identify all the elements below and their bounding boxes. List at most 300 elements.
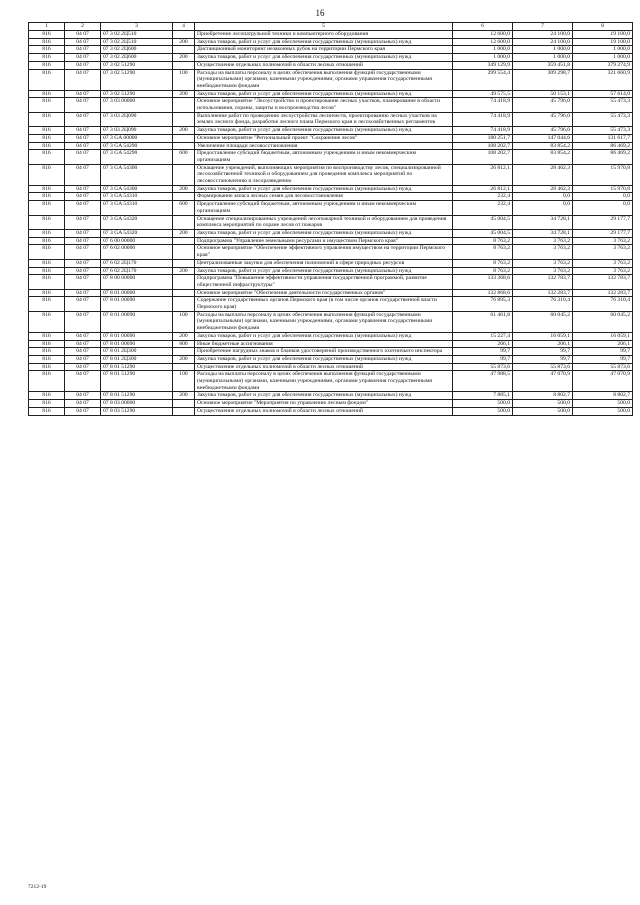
admin-code-cell: 816 (29, 392, 65, 400)
amount-year2-cell: 359 451,8 (513, 61, 573, 69)
admin-code-cell: 816 (29, 90, 65, 98)
amount-year2-cell: 132 783,7 (513, 275, 573, 289)
section-code-cell: 04 07 (65, 348, 101, 356)
target-article-cell: 07 8 01 00090 (101, 340, 173, 348)
table-row (29, 392, 633, 400)
expense-type-cell (173, 193, 195, 201)
section-code-cell: 04 07 (65, 363, 101, 371)
admin-code-cell: 816 (29, 112, 65, 126)
amount-year3-cell: 99,7 (573, 355, 633, 363)
description-cell: Основное мероприятие "Мероприятия по управлению лесным фондом" (195, 400, 453, 408)
admin-code-cell: 816 (29, 340, 65, 348)
section-code-cell: 04 07 (65, 142, 101, 150)
target-article-cell: 07 3 GA 54290 (101, 142, 173, 150)
expense-type-cell (173, 215, 195, 229)
target-article-cell: 07 3 GA 54310 (101, 201, 173, 215)
table-row (29, 340, 633, 348)
amount-year3-cell: 132 283,7 (573, 289, 633, 297)
amount-year1-cell: 8 763,2 (453, 237, 513, 245)
table-row (29, 259, 633, 267)
target-article-cell: 07 8 01 51290 (101, 371, 173, 392)
expense-type-cell: 600 (173, 150, 195, 164)
description-cell: Увеличение площади лесовосстановления (195, 142, 453, 150)
admin-code-cell: 816 (29, 69, 65, 90)
admin-code-cell: 816 (29, 371, 65, 392)
budget-table (28, 22, 633, 416)
section-code-cell: 04 07 (65, 297, 101, 311)
target-article-cell: 07 3 02 51290 (101, 61, 173, 69)
section-code-cell: 04 07 (65, 127, 101, 135)
amount-year2-cell: 24 100,0 (513, 38, 573, 46)
admin-code-cell: 816 (29, 127, 65, 135)
expense-type-cell: 800 (173, 340, 195, 348)
admin-code-cell: 816 (29, 215, 65, 229)
description-cell: Оснащение специализированных учреждений лесопожарной техникой и оборудованием для проведения комплекса мероприятий по охране лесов от пожаров (195, 215, 453, 229)
target-article-cell: 07 6 02 2Ц170 (101, 259, 173, 267)
amount-year3-cell: 0,0 (573, 201, 633, 215)
column-header-8: 8 (573, 23, 633, 31)
admin-code-cell: 816 (29, 348, 65, 356)
table-row (29, 371, 633, 392)
table-row (29, 98, 633, 112)
section-code-cell: 04 07 (65, 340, 101, 348)
admin-code-cell: 816 (29, 259, 65, 267)
target-article-cell: 07 3 02 2Ц600 (101, 46, 173, 54)
target-article-cell: 07 8 03 00000 (101, 400, 173, 408)
table-row (29, 311, 633, 332)
description-cell: Закупка товаров, работ и услуг для обеспечения государственных (муниципальных) нужд (195, 127, 453, 135)
section-code-cell: 04 07 (65, 355, 101, 363)
amount-year2-cell: 1 000,0 (513, 54, 573, 62)
expense-type-cell (173, 259, 195, 267)
description-cell: Осуществление отдельных полномочий в области лесных отношений (195, 363, 453, 371)
table-row (29, 38, 633, 46)
section-code-cell: 04 07 (65, 31, 101, 39)
table-row (29, 46, 633, 54)
amount-year3-cell: 3 763,2 (573, 237, 633, 245)
target-article-cell: 07 8 01 2Ц300 (101, 348, 173, 356)
target-article-cell: 07 3 02 51290 (101, 69, 173, 90)
amount-year2-cell: 83 854,2 (513, 142, 573, 150)
description-cell: Иные бюджетные ассигнования (195, 340, 453, 348)
target-article-cell: 07 3 02 2Ц600 (101, 54, 173, 62)
admin-code-cell: 816 (29, 400, 65, 408)
target-article-cell: 07 3 GA 54320 (101, 215, 173, 229)
expense-type-cell: 200 (173, 355, 195, 363)
description-cell: Формирование запаса лесных семян для лесовосстановления (195, 193, 453, 201)
description-cell: Осуществление отдельных полномочий в области лесных отношений (195, 407, 453, 415)
amount-year1-cell: 132 868,6 (453, 289, 513, 297)
admin-code-cell: 816 (29, 46, 65, 54)
amount-year1-cell: 8 763,2 (453, 267, 513, 275)
section-code-cell: 04 07 (65, 38, 101, 46)
description-cell: Централизованные закупки для обеспечения полномочий в сфере природных ресурсов (195, 259, 453, 267)
amount-year1-cell: 74 418,9 (453, 127, 513, 135)
amount-year3-cell: 29 177,7 (573, 215, 633, 229)
description-cell: Закупка товаров, работ и услуг для обеспечения государственных (муниципальных) нужд (195, 38, 453, 46)
admin-code-cell: 816 (29, 38, 65, 46)
admin-code-cell: 816 (29, 363, 65, 371)
amount-year3-cell: 55 473,3 (573, 112, 633, 126)
admin-code-cell: 816 (29, 193, 65, 201)
target-article-cell: 07 3 03 2Ц090 (101, 112, 173, 126)
description-cell: Предоставление субсидий бюджетным, автономным учреждениям и иным некоммерческим организациям (195, 150, 453, 164)
description-cell: Закупка товаров, работ и услуг для обеспечения государственных (муниципальных) нужд (195, 229, 453, 237)
amount-year3-cell: 55 473,3 (573, 98, 633, 112)
expense-type-cell (173, 275, 195, 289)
expense-type-cell (173, 245, 195, 259)
amount-year1-cell: 26 812,1 (453, 185, 513, 193)
amount-year1-cell: 74 418,9 (453, 112, 513, 126)
admin-code-cell: 816 (29, 332, 65, 340)
amount-year3-cell: 3 763,2 (573, 259, 633, 267)
section-code-cell: 04 07 (65, 54, 101, 62)
amount-year3-cell: 19 100,0 (573, 38, 633, 46)
section-code-cell: 04 07 (65, 112, 101, 126)
admin-code-cell: 816 (29, 134, 65, 142)
target-article-cell: 07 3 03 2Ц090 (101, 127, 173, 135)
expense-type-cell (173, 164, 195, 185)
admin-code-cell: 816 (29, 289, 65, 297)
amount-year2-cell: 3 763,2 (513, 267, 573, 275)
table-row (29, 134, 633, 142)
section-code-cell: 04 07 (65, 289, 101, 297)
amount-year2-cell: 76 310,4 (513, 297, 573, 311)
amount-year3-cell: 321 660,9 (573, 69, 633, 90)
table-row (29, 215, 633, 229)
expense-type-cell: 600 (173, 201, 195, 215)
expense-type-cell (173, 31, 195, 39)
table-header-row (29, 23, 633, 31)
amount-year1-cell: 99,7 (453, 348, 513, 356)
amount-year3-cell: 379 274,9 (573, 61, 633, 69)
amount-year2-cell: 99,7 (513, 348, 573, 356)
target-article-cell: 07 3 02 2Ц510 (101, 38, 173, 46)
target-article-cell: 07 3 02 51290 (101, 90, 173, 98)
amount-year2-cell: 500,0 (513, 407, 573, 415)
expense-type-cell (173, 363, 195, 371)
target-article-cell: 07 8 01 51290 (101, 363, 173, 371)
expense-type-cell: 100 (173, 311, 195, 332)
amount-year3-cell: 19 100,0 (573, 31, 633, 39)
expense-type-cell: 200 (173, 185, 195, 193)
amount-year3-cell: 86 469,2 (573, 150, 633, 164)
column-header-3: 3 (101, 23, 173, 31)
amount-year3-cell: 55 473,3 (573, 127, 633, 135)
expense-type-cell: 200 (173, 392, 195, 400)
description-cell: Закупка товаров, работ и услуг для обеспечения государственных (муниципальных) нужд (195, 185, 453, 193)
amount-year1-cell: 12 600,0 (453, 38, 513, 46)
amount-year1-cell: 15 227,4 (453, 332, 513, 340)
amount-year3-cell: 47 070,9 (573, 371, 633, 392)
table-row (29, 164, 633, 185)
table-row (29, 201, 633, 215)
admin-code-cell: 816 (29, 142, 65, 150)
description-cell: Основное мероприятие "Обеспечение деятельности государственных органов" (195, 289, 453, 297)
amount-year3-cell: 8 802,7 (573, 392, 633, 400)
amount-year3-cell: 206,1 (573, 340, 633, 348)
admin-code-cell: 816 (29, 407, 65, 415)
expense-type-cell (173, 289, 195, 297)
description-cell: Подпрограмма "Повышение эффективности управления государственной программой, развитие общественной инфраструктуры" (195, 275, 453, 289)
amount-year2-cell: 500,0 (513, 400, 573, 408)
amount-year2-cell: 132 283,7 (513, 289, 573, 297)
amount-year3-cell: 3 763,2 (573, 267, 633, 275)
target-article-cell: 07 8 03 51290 (101, 407, 173, 415)
expense-type-cell (173, 297, 195, 311)
admin-code-cell: 816 (29, 229, 65, 237)
description-cell: Расходы на выплаты персоналу в целях обеспечения выполнения функций государственными (муниципальными) органами, казенными учреждениями, органами управления государственными внебюджетными фондами (195, 311, 453, 332)
expense-type-cell: 200 (173, 229, 195, 237)
table-row (29, 54, 633, 62)
description-cell: Основное мероприятие "Региональный проект "Сохранение лесов" (195, 134, 453, 142)
amount-year2-cell: 16 059,1 (513, 332, 573, 340)
amount-year2-cell: 147 044,6 (513, 134, 573, 142)
amount-year3-cell: 15 970,8 (573, 185, 633, 193)
amount-year1-cell: 45 004,5 (453, 215, 513, 229)
expense-type-cell (173, 142, 195, 150)
amount-year1-cell: 74 418,9 (453, 98, 513, 112)
amount-year2-cell: 45 796,0 (513, 127, 573, 135)
table-row (29, 90, 633, 98)
amount-year3-cell: 1 000,0 (573, 54, 633, 62)
admin-code-cell: 816 (29, 201, 65, 215)
table-row (29, 332, 633, 340)
admin-code-cell: 816 (29, 98, 65, 112)
section-code-cell: 04 07 (65, 237, 101, 245)
target-article-cell: 07 6 02 00000 (101, 245, 173, 259)
table-row (29, 400, 633, 408)
target-article-cell: 07 3 GA 00000 (101, 134, 173, 142)
amount-year1-cell: 108 202,7 (453, 142, 513, 150)
amount-year1-cell: 1 000,0 (453, 46, 513, 54)
amount-year2-cell: 45 796,0 (513, 98, 573, 112)
description-cell: Осуществление отдельных полномочий в области лесных отношений (195, 61, 453, 69)
table-row (29, 297, 633, 311)
description-cell: Основное мероприятие "Лесоустройство и проектирование лесных участков, планирование в области использования, охраны, защиты и воспроизводства лесов" (195, 98, 453, 112)
expense-type-cell: 100 (173, 69, 195, 90)
amount-year1-cell: 349 129,9 (453, 61, 513, 69)
amount-year2-cell: 34 728,1 (513, 215, 573, 229)
amount-year1-cell: 108 202,7 (453, 150, 513, 164)
amount-year3-cell: 86 469,2 (573, 142, 633, 150)
admin-code-cell: 816 (29, 237, 65, 245)
section-code-cell: 04 07 (65, 150, 101, 164)
section-code-cell: 04 07 (65, 98, 101, 112)
expense-type-cell (173, 46, 195, 54)
section-code-cell: 04 07 (65, 69, 101, 90)
table-row (29, 112, 633, 126)
column-header-7: 7 (513, 23, 573, 31)
expense-type-cell (173, 61, 195, 69)
amount-year1-cell: 232,4 (453, 201, 513, 215)
amount-year1-cell: 299 554,4 (453, 69, 513, 90)
amount-year1-cell: 7 885,1 (453, 392, 513, 400)
target-article-cell: 07 8 01 00090 (101, 332, 173, 340)
section-code-cell: 04 07 (65, 392, 101, 400)
admin-code-cell: 816 (29, 297, 65, 311)
amount-year1-cell: 45 004,5 (453, 229, 513, 237)
description-cell: Закупка товаров, работ и услуг для обеспечения государственных (муниципальных) нужд (195, 355, 453, 363)
amount-year1-cell: 8 763,2 (453, 245, 513, 259)
table-row (29, 355, 633, 363)
description-cell: Содержание государственных органов Пермского края (в том числе органов государственной власти Пермского края) (195, 297, 453, 311)
target-article-cell: 07 8 01 2Ц300 (101, 355, 173, 363)
description-cell: Расходы на выплаты персоналу в целях обеспечения выполнения функций государственными (муниципальными) органами, казенными учреждениями, органами управления государственными внебюджетными фондами (195, 69, 453, 90)
description-cell: Приобретение нагрудных знаков и бланков удостоверений производственного охотничьего инспектора (195, 348, 453, 356)
section-code-cell: 04 07 (65, 332, 101, 340)
expense-type-cell (173, 112, 195, 126)
amount-year3-cell: 0,0 (573, 193, 633, 201)
amount-year2-cell: 8 802,7 (513, 392, 573, 400)
target-article-cell: 07 6 02 2Ц170 (101, 267, 173, 275)
table-row (29, 237, 633, 245)
amount-year1-cell: 500,0 (453, 407, 513, 415)
amount-year1-cell: 47 988,5 (453, 371, 513, 392)
amount-year2-cell: 3 763,2 (513, 237, 573, 245)
expense-type-cell (173, 134, 195, 142)
description-cell: Приобретение лесопатрульной техники и компьютерного оборудования (195, 31, 453, 39)
section-code-cell: 04 07 (65, 201, 101, 215)
table-row (29, 289, 633, 297)
admin-code-cell: 816 (29, 275, 65, 289)
table-row (29, 229, 633, 237)
section-code-cell: 04 07 (65, 46, 101, 54)
amount-year1-cell: 49 575,5 (453, 90, 513, 98)
section-code-cell: 04 07 (65, 275, 101, 289)
table-row (29, 275, 633, 289)
expense-type-cell: 200 (173, 90, 195, 98)
column-header-4: 4 (173, 23, 195, 31)
expense-type-cell (173, 407, 195, 415)
amount-year2-cell: 309 298,7 (513, 69, 573, 90)
amount-year1-cell: 180 251,7 (453, 134, 513, 142)
amount-year3-cell: 76 310,4 (573, 297, 633, 311)
amount-year2-cell: 3 763,2 (513, 245, 573, 259)
amount-year1-cell: 206,1 (453, 340, 513, 348)
amount-year1-cell: 500,0 (453, 400, 513, 408)
expense-type-cell: 200 (173, 127, 195, 135)
amount-year3-cell: 15 970,8 (573, 164, 633, 185)
amount-year3-cell: 16 059,1 (573, 332, 633, 340)
target-article-cell: 07 3 03 00000 (101, 98, 173, 112)
expense-type-cell: 100 (173, 371, 195, 392)
table-row (29, 407, 633, 415)
target-article-cell: 07 6 00 00000 (101, 237, 173, 245)
table-row (29, 185, 633, 193)
amount-year2-cell: 55 873,6 (513, 363, 573, 371)
expense-type-cell: 200 (173, 38, 195, 46)
column-header-6: 6 (453, 23, 513, 31)
amount-year1-cell: 1 000,0 (453, 54, 513, 62)
admin-code-cell: 816 (29, 164, 65, 185)
footer-code: 7212-19 (28, 884, 47, 890)
description-cell: Подпрограмма "Управление земельными ресурсами и имуществом Пермского края" (195, 237, 453, 245)
table-body (29, 31, 633, 416)
table-row (29, 31, 633, 39)
column-header-1: 1 (29, 23, 65, 31)
amount-year2-cell: 47 070,9 (513, 371, 573, 392)
target-article-cell: 07 3 GA 54310 (101, 193, 173, 201)
description-cell: Закупка товаров, работ и услуг для обеспечения государственных (муниципальных) нужд (195, 392, 453, 400)
amount-year2-cell: 50 153,1 (513, 90, 573, 98)
amount-year3-cell: 500,0 (573, 407, 633, 415)
description-cell: Выполнение работ по проведению лесоустройства лесничеств, проектированию лесных участков на землях лесного фонда, разработке лесного плана Пермского края и лесохозяйственных регламентов (195, 112, 453, 126)
amount-year1-cell: 99,7 (453, 355, 513, 363)
amount-year1-cell: 76 895,3 (453, 297, 513, 311)
expense-type-cell: 200 (173, 54, 195, 62)
description-cell: Предоставление субсидий бюджетным, автономным учреждениям и иным некоммерческим организациям (195, 201, 453, 215)
amount-year1-cell: 61 461,8 (453, 311, 513, 332)
description-cell: Расходы на выплаты персоналу в целях обеспечения выполнения функций государственными (муниципальными) органами, казенными учреждениями, органами управления государственными внебюджетными фондами (195, 371, 453, 392)
target-article-cell: 07 8 00 00000 (101, 275, 173, 289)
amount-year1-cell: 12 600,0 (453, 31, 513, 39)
target-article-cell: 07 3 02 2Ц510 (101, 31, 173, 39)
description-cell: Оснащение учреждений, выполняющих мероприятия по воспроизводству лесов, специализированной лесохозяйственной техникой и оборудованием для проведения комплекса мероприятий по лесовосстановлению и лесоразведению (195, 164, 453, 185)
amount-year3-cell: 131 617,7 (573, 134, 633, 142)
section-code-cell: 04 07 (65, 311, 101, 332)
amount-year3-cell: 3 763,2 (573, 245, 633, 259)
amount-year2-cell: 99,7 (513, 355, 573, 363)
amount-year2-cell: 60 045,2 (513, 311, 573, 332)
table-row (29, 61, 633, 69)
target-article-cell: 07 3 GA 54320 (101, 229, 173, 237)
section-code-cell: 04 07 (65, 90, 101, 98)
amount-year2-cell: 0,0 (513, 193, 573, 201)
amount-year3-cell: 29 177,7 (573, 229, 633, 237)
amount-year2-cell: 28 462,3 (513, 164, 573, 185)
table-row (29, 363, 633, 371)
table-row (29, 193, 633, 201)
expense-type-cell: 200 (173, 332, 195, 340)
amount-year1-cell: 232,4 (453, 193, 513, 201)
description-cell: Закупка товаров, работ и услуг для обеспечения государственных (муниципальных) нужд (195, 54, 453, 62)
table-row (29, 69, 633, 90)
table-row (29, 267, 633, 275)
section-code-cell: 04 07 (65, 407, 101, 415)
section-code-cell: 04 07 (65, 193, 101, 201)
target-article-cell: 07 8 01 00090 (101, 297, 173, 311)
table-row (29, 245, 633, 259)
admin-code-cell: 816 (29, 355, 65, 363)
amount-year1-cell: 8 763,2 (453, 259, 513, 267)
page-number: 16 (315, 8, 325, 18)
column-header-5: 5 (195, 23, 453, 31)
expense-type-cell (173, 400, 195, 408)
amount-year3-cell: 132 783,7 (573, 275, 633, 289)
table-row (29, 348, 633, 356)
section-code-cell: 04 07 (65, 371, 101, 392)
amount-year3-cell: 57 614,0 (573, 90, 633, 98)
amount-year2-cell: 24 100,0 (513, 31, 573, 39)
admin-code-cell: 816 (29, 185, 65, 193)
expense-type-cell: 200 (173, 267, 195, 275)
expense-type-cell (173, 98, 195, 112)
amount-year2-cell: 206,1 (513, 340, 573, 348)
target-article-cell: 07 3 GA 54290 (101, 150, 173, 164)
admin-code-cell: 816 (29, 150, 65, 164)
amount-year2-cell: 34 728,1 (513, 229, 573, 237)
admin-code-cell: 816 (29, 311, 65, 332)
admin-code-cell: 816 (29, 54, 65, 62)
section-code-cell: 04 07 (65, 229, 101, 237)
amount-year2-cell: 3 763,2 (513, 259, 573, 267)
table-row (29, 142, 633, 150)
section-code-cell: 04 07 (65, 164, 101, 185)
target-article-cell: 07 8 01 00090 (101, 311, 173, 332)
amount-year3-cell: 55 873,6 (573, 363, 633, 371)
admin-code-cell: 816 (29, 31, 65, 39)
